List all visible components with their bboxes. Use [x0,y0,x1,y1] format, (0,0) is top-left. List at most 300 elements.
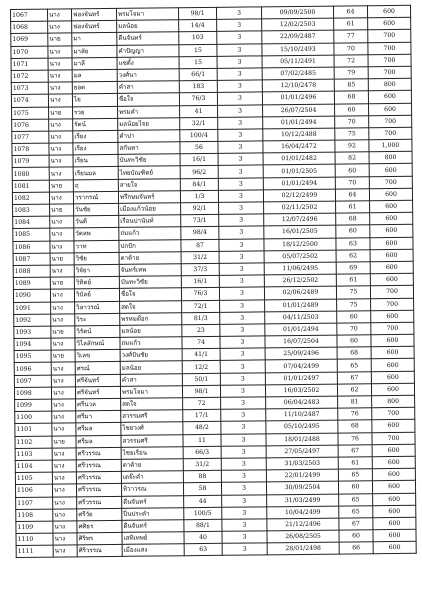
document-page [10,5,416,559]
cell-age: 68 [336,213,370,226]
cell-age: 60 [337,310,371,323]
cell-first-name: ศรณ์ [75,362,120,375]
cell-row-number: 1072 [11,70,48,83]
cell-title: นาย [50,277,74,289]
cell-amount: 600 [373,493,416,506]
cell-row-number: 1071 [11,58,48,71]
cell-village-number: 3 [219,202,264,215]
cell-title: นาง [48,9,72,21]
cell-title: นาง [49,131,73,143]
cell-village-number: 3 [220,324,265,337]
cell-amount: 600 [371,347,414,360]
cell-village-number: 3 [221,421,266,434]
cell-title: นาง [53,545,77,557]
cell-age: 68 [334,91,368,104]
cell-age: 62 [336,249,370,262]
cell-village-number: 3 [219,263,264,276]
cell-last-name: ทิวาวรณ [121,483,183,496]
cell-last-name: สายใจ [118,178,180,191]
cell-last-name: ไทยบัณฑิตย์ [118,166,180,179]
cell-title: นาย [52,435,76,447]
cell-last-name: ดีนจันทร์ [122,495,184,508]
cell-title: นาง [49,167,73,179]
cell-first-name: เรียง [73,130,118,143]
cell-first-name: วันดี [74,216,119,229]
cell-house-number: 37/3 [181,263,219,276]
cell-title: นาย [51,350,75,362]
registry-table-body [11,5,417,558]
cell-first-name: วิทิตย์ [74,276,119,289]
cell-age: 72 [334,55,368,68]
cell-row-number: 1101 [15,423,52,436]
cell-village-number: 3 [219,251,264,264]
cell-last-name: เสทิเทพย์ [122,532,184,545]
cell-age: 65 [338,469,372,482]
cell-row-number: 1084 [13,216,50,229]
cell-row-number: 1092 [14,314,51,327]
cell-amount: 600 [370,225,413,238]
registry-table [10,5,417,559]
cell-village-number: 3 [218,117,263,130]
cell-title: นาง [53,496,77,508]
cell-age: 81 [338,396,372,409]
cell-title: นาง [52,448,76,460]
cell-title: นาง [49,119,73,131]
cell-row-number: 1087 [13,253,50,266]
cell-birth-date: 07/04/2499 [265,360,337,373]
cell-house-number: 63 [184,544,222,557]
cell-last-name: ดีนจันทร์ [122,520,184,533]
cell-village-number: 3 [217,92,262,105]
cell-amount: 600 [370,212,413,225]
cell-birth-date: 04/11/2503 [265,311,337,324]
cell-amount: 600 [372,444,415,457]
cell-last-name: ถ่มแก้ว [120,337,182,350]
cell-first-name: ฟองจันทร์ [72,8,117,21]
cell-title: นาง [48,70,72,82]
cell-row-number: 1077 [12,131,49,144]
cell-title: นาง [48,21,72,33]
cell-amount: 600 [371,334,414,347]
cell-house-number: 98/1 [178,7,216,20]
cell-birth-date: 01/01/2505 [263,165,335,178]
cell-age: 76 [338,432,372,445]
cell-birth-date: 06/04/2483 [266,396,338,409]
cell-first-name: เรียนมล [73,167,118,180]
cell-title: นาง [50,289,74,301]
cell-birth-date: 18/01/2488 [266,433,338,446]
cell-age: 61 [338,457,372,470]
cell-house-number: 23 [182,324,220,337]
cell-amount: 600 [369,164,412,177]
cell-title: นาง [49,143,73,155]
cell-amount: 600 [371,310,414,323]
cell-title: นาง [52,484,76,496]
cell-title: นาง [51,301,75,313]
cell-first-name: ศรีมล [76,423,121,436]
cell-first-name: วิไลลักษณ์ [75,337,120,350]
cell-birth-date: 28/01/2498 [267,542,339,555]
cell-last-name: สดใจ [121,398,183,411]
cell-age: 66 [339,542,373,555]
cell-last-name: มลน้อย [120,361,182,374]
cell-row-number: 1103 [15,448,52,461]
cell-house-number: 81/3 [182,312,220,325]
cell-row-number: 1110 [16,533,53,546]
cell-amount: 700 [370,286,413,299]
cell-row-number: 1095 [14,350,51,363]
cell-age: 60 [335,103,369,116]
cell-village-number: 3 [220,348,265,361]
cell-age: 75 [335,128,369,141]
cell-amount: 700 [369,127,412,140]
cell-last-name: บันทะวิชัย [119,276,181,289]
cell-last-name: มลน้อยไจย [118,117,180,130]
cell-row-number: 1111 [16,545,53,558]
cell-last-name: พรหมต๊อก [120,312,182,325]
cell-first-name: ศศิธร [77,520,122,533]
cell-age: 70 [335,115,369,128]
cell-amount: 600 [370,237,413,250]
cell-age: 76 [338,408,372,421]
cell-last-name: ปิ่นประคำ [122,507,184,520]
cell-age: 69 [336,262,370,275]
cell-age: 60 [336,225,370,238]
cell-house-number: 76/3 [181,288,219,301]
cell-village-number: 3 [220,385,265,398]
cell-village-number: 3 [222,543,267,556]
cell-village-number: 3 [221,397,266,410]
cell-last-name: ดีนจันทร์ [117,32,179,45]
cell-birth-date: 27/05/2497 [266,445,338,458]
cell-first-name: เรียง [73,142,118,155]
cell-village-number: 3 [218,104,263,117]
cell-house-number: 88/1 [184,519,222,532]
cell-amount: 700 [368,42,411,55]
cell-row-number: 1078 [12,143,49,156]
cell-age: 82 [335,152,369,165]
cell-first-name: วันชัย [74,203,119,216]
cell-birth-date: 02/11/2502 [264,201,336,214]
cell-amount: 700 [371,298,414,311]
cell-first-name: ศรีวรรณ [77,496,122,509]
cell-age: 65 [339,493,373,506]
cell-first-name: ศรีวรรณ [76,459,121,472]
cell-amount: 700 [368,30,411,43]
cell-amount: 600 [372,468,415,481]
cell-first-name: วิระ [75,313,120,326]
cell-house-number: 66/3 [183,446,221,459]
cell-first-name: วาท [74,240,119,253]
cell-village-number: 3 [221,458,266,471]
cell-last-name: ตาต้าย [119,251,181,264]
cell-row-number: 1068 [11,21,48,34]
cell-first-name: วิเลข [75,350,120,363]
cell-title: นาง [52,411,76,423]
cell-title: นาง [50,240,74,252]
cell-first-name: ศรีมา [76,411,121,424]
cell-row-number: 1075 [12,107,49,120]
cell-village-number: 3 [220,312,265,325]
cell-amount: 700 [371,322,414,335]
cell-birth-date: 15/10/2493 [262,43,334,56]
cell-birth-date: 01/01/2494 [265,323,337,336]
cell-birth-date: 09/09/2500 [261,6,333,19]
cell-village-number: 3 [218,190,263,203]
cell-birth-date: 05/07/2502 [264,250,336,263]
cell-house-number: 58 [183,483,221,496]
cell-birth-date: 01/01/2497 [265,372,337,385]
cell-row-number: 1089 [13,277,50,290]
cell-amount: 700 [369,176,412,189]
cell-amount: 600 [370,249,413,262]
cell-amount: 600 [368,17,411,30]
cell-age: 85 [334,79,368,92]
cell-house-number: 100/4 [180,129,218,142]
cell-village-number: 3 [221,433,266,446]
cell-amount: 700 [372,407,415,420]
cell-birth-date: 07/02/2485 [262,67,334,80]
cell-last-name: ชื่อใจ [117,93,179,106]
cell-amount: 600 [367,5,410,18]
cell-birth-date: 31/03/2499 [267,494,339,507]
cell-last-name: เมืองแสง [122,544,184,557]
cell-birth-date: 25/09/2496 [265,347,337,360]
cell-house-number: 98/4 [181,227,219,240]
cell-house-number: 31/2 [183,458,221,471]
cell-age: 65 [337,359,371,372]
cell-age: 67 [339,518,373,531]
cell-age: 67 [337,371,371,384]
cell-age: 79 [334,67,368,80]
cell-last-name: เมืองแก้วน้อย [119,203,181,216]
cell-row-number: 1096 [14,363,51,376]
cell-amount: 600 [372,481,415,494]
cell-row-number: 1098 [14,387,51,400]
cell-first-name: ศิริวรรณ [77,545,122,558]
cell-age: 63 [336,237,370,250]
cell-title: นาง [50,265,74,277]
cell-first-name: รัตน์ [73,118,118,131]
cell-village-number: 3 [218,141,263,154]
cell-row-number: 1094 [14,338,51,351]
cell-birth-date: 11/10/2487 [266,408,338,421]
cell-house-number: 17/1 [183,410,221,423]
cell-village-number: 3 [218,165,263,178]
cell-house-number: 88 [183,470,221,483]
cell-first-name: ศรีวรรณ [76,471,121,484]
cell-title: นาง [49,192,73,204]
cell-row-number: 1097 [14,375,51,388]
cell-village-number: 3 [217,43,262,56]
cell-village-number: 3 [219,287,264,300]
cell-village-number: 3 [221,446,266,459]
cell-amount: 600 [373,505,416,518]
cell-house-number: 72 [183,397,221,410]
cell-title: นาง [51,374,75,386]
cell-age: 60 [339,530,373,543]
cell-last-name: คำสา [120,373,182,386]
cell-first-name: มาลัย [72,45,117,58]
cell-birth-date: 30/09/2504 [266,481,338,494]
cell-amount: 700 [369,115,412,128]
cell-birth-date: 31/03/2503 [266,457,338,470]
cell-age: 60 [338,481,372,494]
cell-row-number: 1079 [12,155,49,168]
cell-last-name: คำปัญญา [117,44,179,57]
cell-title: นาง [52,460,76,472]
cell-birth-date: 02/06/2489 [264,286,336,299]
cell-birth-date: 16/01/2505 [264,225,336,238]
cell-last-name: มลน้อย [117,20,179,33]
cell-birth-date: 26/12/2502 [264,274,336,287]
cell-row-number: 1100 [15,411,52,424]
cell-house-number: 98/1 [182,385,220,398]
cell-village-number: 3 [217,31,262,44]
cell-title: นาง [48,94,72,106]
cell-village-number: 3 [217,56,262,69]
cell-title: นาง [53,509,77,521]
cell-title: นาย [49,106,73,118]
cell-last-name: พรมคำ [118,105,180,118]
cell-age: 70 [335,176,369,189]
cell-first-name: ศิริพร [77,532,122,545]
cell-last-name: สกันทา [118,142,180,155]
cell-row-number: 1085 [13,228,50,241]
cell-first-name: วรากรณ์ [73,191,118,204]
cell-title: นาง [52,423,76,435]
cell-house-number: 31/2 [181,251,219,264]
cell-birth-date: 26/07/2504 [263,104,335,117]
cell-house-number: 12/2 [182,361,220,374]
cell-last-name: เตจ๊ะคำ [121,471,183,484]
cell-house-number: 66/1 [179,68,217,81]
cell-first-name: ฟองจันทร์ [72,21,117,34]
cell-amount: 600 [371,359,414,372]
cell-house-number: 11 [183,434,221,447]
cell-house-number: 100/5 [184,507,222,520]
cell-village-number: 3 [218,177,263,190]
cell-amount: 600 [369,103,412,116]
cell-house-number: 72/1 [182,300,220,313]
cell-last-name: ถ่มแก้ว [119,227,181,240]
cell-village-number: 3 [220,299,265,312]
cell-row-number: 1109 [16,521,53,534]
cell-first-name: ศรีจันทร์ [75,374,120,387]
cell-title: นาง [48,45,72,57]
cell-house-number: 41 [180,105,218,118]
cell-birth-date: 01/01/2482 [263,152,335,165]
cell-first-name: วิชัย [74,252,119,265]
cell-last-name: พรมโจมา [120,386,182,399]
cell-village-number: 3 [221,482,266,495]
cell-village-number: 3 [219,275,264,288]
cell-birth-date: 01/01/2489 [265,299,337,312]
cell-age: 75 [337,298,371,311]
cell-first-name: ศรีมล [76,435,121,448]
cell-title: นาง [49,155,73,167]
cell-village-number: 3 [218,153,263,166]
cell-amount: 700 [372,432,415,445]
cell-last-name: คำสา [117,81,179,94]
cell-house-number: 96/2 [180,166,218,179]
cell-age: 68 [337,347,371,360]
cell-house-number: 103 [179,32,217,45]
cell-village-number: 3 [222,507,267,520]
cell-title: นาย [50,204,74,216]
cell-house-number: 1/3 [180,190,218,203]
cell-birth-date: 16/04/2472 [263,140,335,153]
cell-birth-date: 11/06/2495 [264,262,336,275]
cell-row-number: 1067 [11,9,48,22]
cell-title: นาง [51,314,75,326]
cell-village-number: 3 [222,519,267,532]
cell-first-name: วิรัตน์ [75,325,120,338]
cell-amount: 700 [368,54,411,67]
cell-row-number: 1088 [13,265,50,278]
cell-first-name: ศรีวรรณ [76,447,121,460]
cell-row-number: 1081 [12,180,49,193]
cell-birth-date: 21/12/2496 [267,518,339,531]
cell-first-name: วัดลพ [74,228,119,241]
cell-last-name: ไชยเรือน [121,446,183,459]
cell-house-number: 14/4 [179,20,217,33]
cell-age: 64 [335,189,369,202]
cell-row-number: 1086 [13,241,50,254]
cell-village-number: 3 [218,129,263,142]
cell-village-number: 3 [221,409,266,422]
cell-title: นาง [51,362,75,374]
cell-first-name: วิบัลย์ [74,289,119,302]
cell-age: 75 [336,286,370,299]
cell-birth-date: 12/02/2503 [262,18,334,31]
cell-village-number: 3 [219,238,264,251]
cell-house-number: 87 [181,239,219,252]
cell-house-number: 16/1 [181,275,219,288]
cell-title: นาง [51,387,75,399]
cell-village-number: 3 [220,372,265,385]
cell-birth-date: 05/11/2491 [262,55,334,68]
cell-amount: 600 [370,261,413,274]
cell-age: 60 [335,164,369,177]
cell-birth-date: 10/12/2488 [263,128,335,141]
cell-row-number: 1082 [12,192,49,205]
cell-row-number: 1076 [12,119,49,132]
cell-house-number: 32/1 [180,117,218,130]
cell-row-number: 1108 [16,509,53,522]
cell-row-number: 1070 [11,46,48,59]
cell-row-number: 1105 [15,472,52,485]
cell-first-name: ศรีวรรณ [76,484,121,497]
cell-title: นาง [50,228,74,240]
cell-village-number: 3 [219,214,264,227]
cell-row-number: 1073 [11,82,48,95]
cell-birth-date: 12/07/2496 [264,213,336,226]
cell-amount: 700 [368,66,411,79]
cell-row-number: 1104 [15,460,52,473]
cell-age: 70 [337,323,371,336]
cell-birth-date: 12/10/2478 [262,79,334,92]
cell-last-name: พรึกษมจันทร์ [118,191,180,204]
cell-village-number: 3 [216,7,261,20]
cell-first-name: ศรีนวล [76,398,121,411]
cell-last-name: ตาต้าย [121,459,183,472]
cell-first-name: รวย [73,106,118,119]
cell-first-name: ฤ [73,179,118,192]
cell-first-name: มล [72,69,117,82]
cell-village-number: 3 [222,494,267,507]
cell-village-number: 3 [219,226,264,239]
